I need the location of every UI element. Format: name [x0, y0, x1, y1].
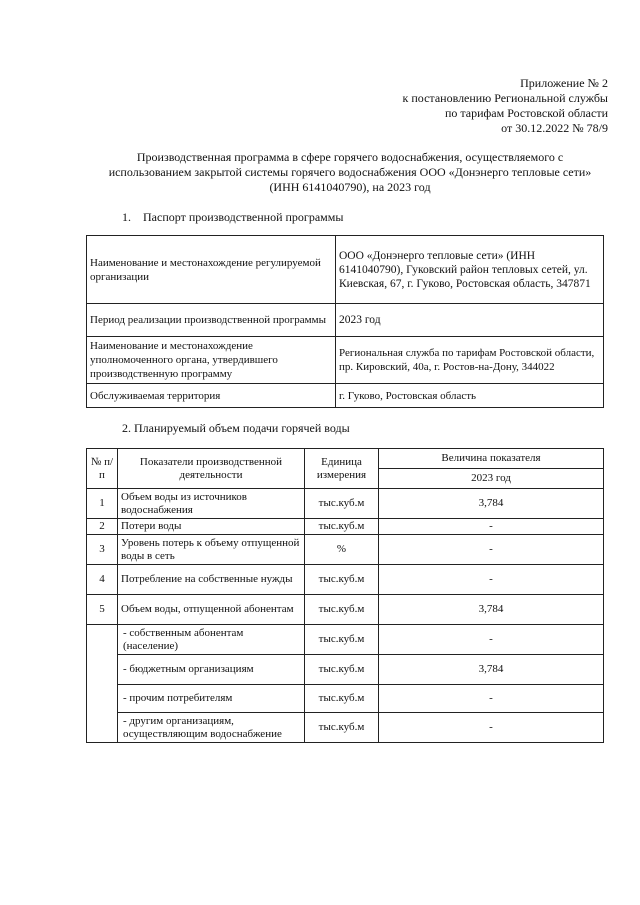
row-num: 2 [87, 519, 118, 535]
table-row [87, 535, 604, 565]
section2-heading: 2. Планируемый объем подачи горячей воды [122, 421, 350, 435]
row-name: Объем воды, отпущенной абонентам [118, 595, 305, 625]
passport-label: Обслуживаемая территория [87, 384, 336, 408]
row-num-empty [87, 625, 118, 743]
row-value: - [379, 565, 604, 595]
table-row [87, 713, 604, 743]
row-value: 3,784 [379, 489, 604, 519]
appendix-line: к постановлению Региональной службы [402, 91, 608, 105]
passport-row [87, 236, 604, 304]
row-unit: % [305, 535, 379, 565]
appendix-line: от 30.12.2022 № 78/9 [501, 121, 608, 135]
row-name: - бюджетным организациям [118, 655, 305, 685]
document-title: Производственная программа в сфере горячего водоснабжения, осуществляемого с использованием закрытой системы горячего водоснабжения ООО «Донэнерго тепловые сети» (ИНН 6141040790), на 2023 год [108, 150, 592, 194]
table-row [87, 625, 604, 655]
row-num: 3 [87, 535, 118, 565]
appendix-line: Приложение № 2 [520, 76, 608, 90]
passport-label: Наименование и местонахождение регулируемой организации [87, 236, 336, 304]
header-year: 2023 год [379, 469, 604, 489]
volume-table [86, 448, 604, 743]
row-name: Потери воды [118, 519, 305, 535]
passport-row [87, 304, 604, 337]
row-value: 3,784 [379, 595, 604, 625]
row-value: - [379, 535, 604, 565]
row-unit: тыс.куб.м [305, 685, 379, 713]
row-unit: тыс.куб.м [305, 565, 379, 595]
passport-label: Период реализации производственной программы [87, 304, 336, 337]
row-name: - собственным абонентам (население) [118, 625, 305, 655]
row-unit: тыс.куб.м [305, 595, 379, 625]
row-name: Объем воды из источников водоснабжения [118, 489, 305, 519]
appendix-line: по тарифам Ростовской области [444, 106, 608, 120]
row-unit: тыс.куб.м [305, 655, 379, 685]
row-unit: тыс.куб.м [305, 625, 379, 655]
header-name: Показатели производственной деятельности [118, 449, 305, 489]
header-value-group: Величина показателя [379, 449, 604, 469]
row-value: 3,784 [379, 655, 604, 685]
header-unit: Единица измерения [305, 449, 379, 489]
table-row [87, 489, 604, 519]
row-name: - прочим потребителям [118, 685, 305, 713]
row-name: Потребление на собственные нужды [118, 565, 305, 595]
row-name: - другим организациям, осуществляющим водоснабжение [118, 713, 305, 743]
section1-heading [122, 210, 343, 225]
row-unit: тыс.куб.м [305, 713, 379, 743]
row-value: - [379, 713, 604, 743]
passport-value: Региональная служба по тарифам Ростовской области, пр. Кировский, 40а, г. Ростов-на-Дону, 344022 [336, 337, 604, 384]
table-row [87, 565, 604, 595]
row-num: 4 [87, 565, 118, 595]
row-num: 5 [87, 595, 118, 625]
row-name: Уровень потерь к объему отпущенной воды в сеть [118, 535, 305, 565]
row-value: - [379, 519, 604, 535]
passport-row [87, 384, 604, 408]
table-row [87, 685, 604, 713]
passport-value: 2023 год [336, 304, 604, 337]
row-value: - [379, 625, 604, 655]
passport-value: г. Гуково, Ростовская область [336, 384, 604, 408]
passport-value: ООО «Донэнерго тепловые сети» (ИНН 6141040790), Гуковский район тепловых сетей, ул. Киевская, 67, г. Гуково, Ростовская область, 347871 [336, 236, 604, 304]
table-row [87, 655, 604, 685]
passport-label: Наименование и местонахождение уполномоченного органа, утвердившего производственную программу [87, 337, 336, 384]
row-unit: тыс.куб.м [305, 519, 379, 535]
appendix-header [403, 76, 608, 136]
section1-number: 1. [122, 210, 131, 224]
passport-table [86, 235, 604, 408]
row-value: - [379, 685, 604, 713]
table-row [87, 519, 604, 535]
table-row [87, 595, 604, 625]
row-unit: тыс.куб.м [305, 489, 379, 519]
section1-title: Паспорт производственной программы [143, 210, 344, 224]
passport-row [87, 337, 604, 384]
header-num: № п/п [87, 449, 118, 489]
row-num: 1 [87, 489, 118, 519]
